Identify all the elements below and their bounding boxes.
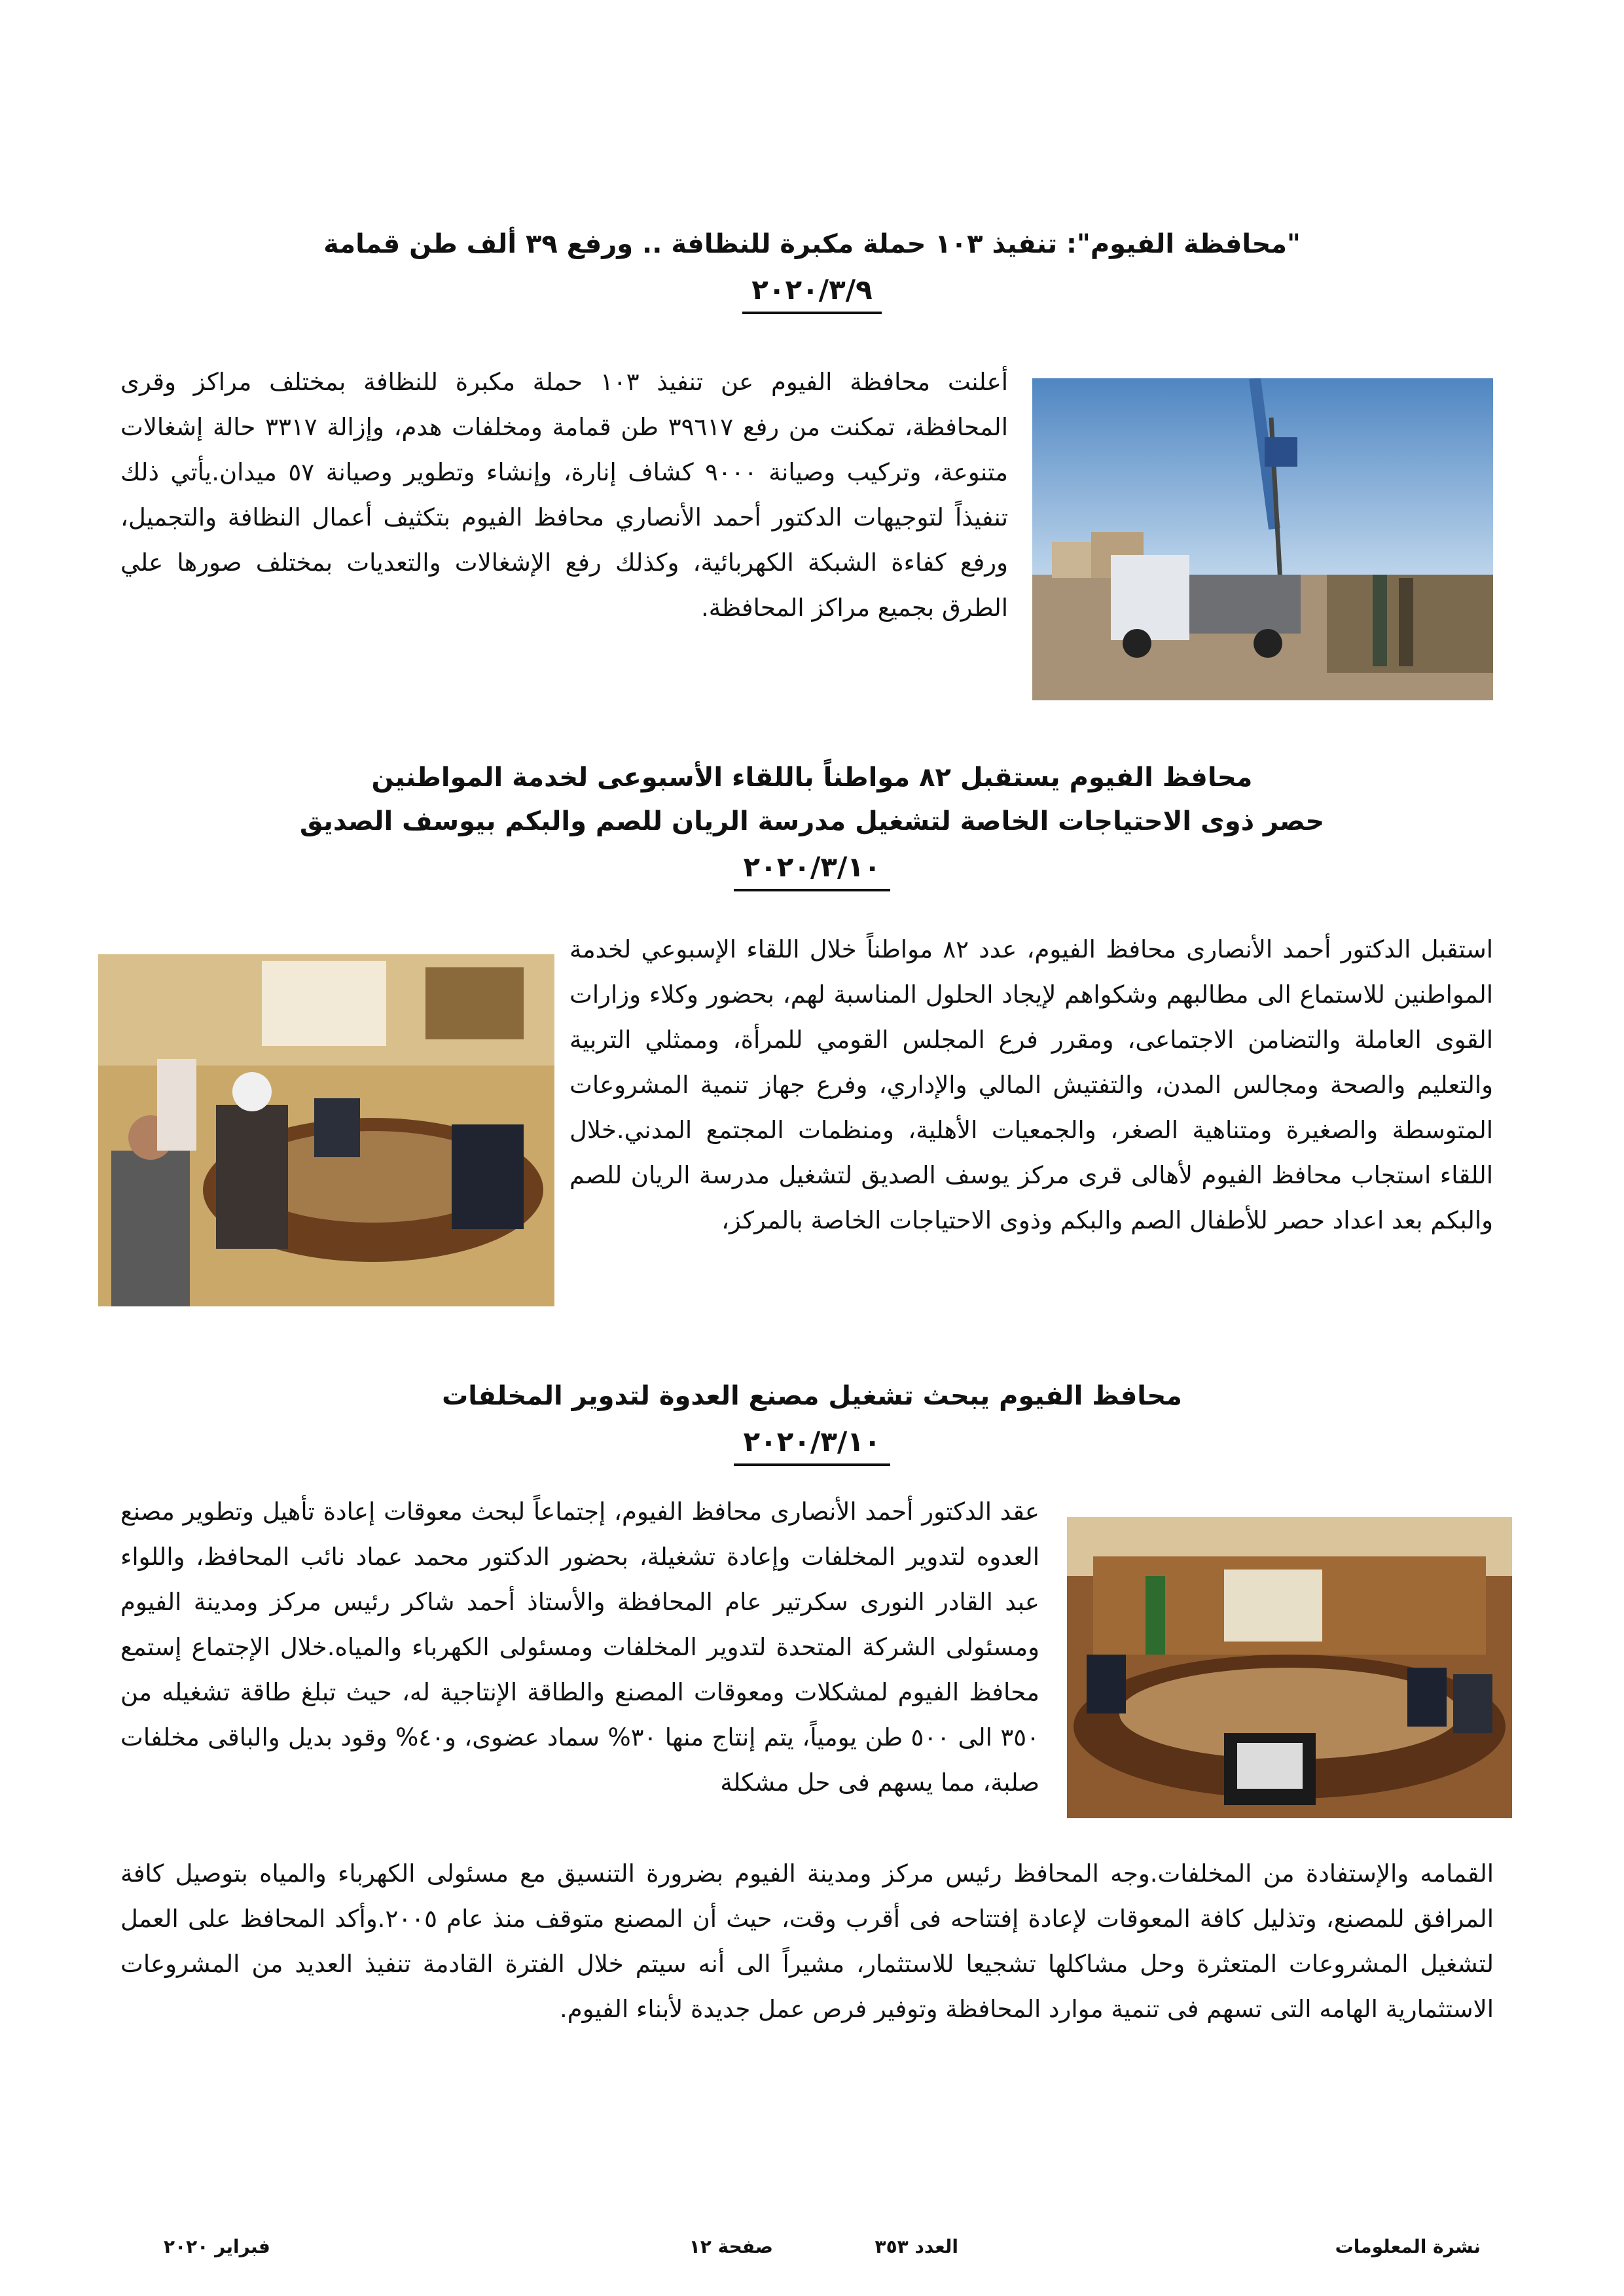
article-2-headline-line1: محافظ الفيوم يستقبل ٨٢ مواطناً باللقاء الأسبوعى لخدمة المواطنين (371, 762, 1253, 793)
article-3-date: ٢٠٢٠/٣/١٠ (131, 1420, 1493, 1466)
article-2-body: استقبل الدكتور أحمد الأنصارى محافظ الفيوم، عدد ٨٢ مواطناً خلال اللقاء الإسبوعي لخدمة المواطنين للاستماع الى مطالبهم وشكواهم لإيجاد الحلول المناسبة لهم، بحضور وكلاء وزارات القوى العاملة والتضامن الاجتماعى، ومقرر فرع المجلس القومي للمرأة، وممثلي التربية والتعليم والصحة ومجالس المدن، والتفتيش المالي والإداري، وفرع جهاز تنمية المشروعات المتوسطة والصغيرة ومتناهية الصغر، والجمعيات الأهلية، ومنظمات المجتمع المدني.خلال اللقاء استجاب محافظ الفيوم لأهالى قرى مركز يوسف الصديق لتشغيل مدرسة الريان للصم والبكم بعد اعداد حصر للأطفال الصم والبكم وذوى الاحتياجات الخاصة بالمركز، (569, 935, 1493, 1234)
article-2-photo-citizens-meeting (98, 954, 554, 1306)
article-3-body-full: القمامه والإستفادة من المخلفات.وجه المحافظ رئيس مركز ومدينة الفيوم بضرورة التنسيق مع مسئولى الكهرباء والمياه بتوصيل كافة المرافق للمصنع، وتذليل كافة المعوقات لإعادة إفتتاحه فى أقرب وقت، حيث أن المصنع متوقف منذ عام ٢٠٠٥.وأكد المحافظ على العمل لتشغيل المشروعات المتعثرة وحل مشاكلها تشجيعا للاستثمار، مشيراً الى أنه سيتم خلال الفترة القادمة تنفيذ العديد من المشروعات الاستثمارية الهامه التى تسهم فى تنمية موارد المحافظة وتوفير فرص عمل جديدة لأبناء الفيوم. (120, 1859, 1494, 2023)
article-2-headline-line2: حصر ذوى الاحتياجات الخاصة لتشغيل مدرسة الريان للصم والبكم بيوسف الصديق (299, 806, 1325, 836)
footer-bulletin-name: نشرة المعلومات (1335, 2236, 1481, 2257)
article-3-headline: محافظ الفيوم يبحث تشغيل مصنع العدوة لتدوير المخلفات (442, 1381, 1182, 1411)
article-1-headline: "محافظة الفيوم": تنفيذ ١٠٣ حملة مكبرة للنظافة .. ورفع ٣٩ ألف طن قمامة (323, 229, 1301, 259)
article-3-photo-factory-meeting (1067, 1517, 1512, 1818)
article-3-body-wrapped: عقد الدكتور أحمد الأنصارى محافظ الفيوم، إجتماعاً لبحث معوقات إعادة تأهيل وتطوير مصنع العدوه لتدوير المخلفات وإعادة تشغيلة، بحضور الدكتور محمد عماد نائب المحافظ، واللواء عبد القادر النورى سكرتير عام المحافظة والأستاذ أحمد شاكر رئيس مركز ومدينة الفيوم ومسئولى الشركة المتحدة لتدوير المخلفات ومسئولى الكهرباء والمياه.خلال الإجتماع إستمع محافظ الفيوم لمشكلات ومعوقات المصنع والطاقة الإنتاجية له، حيث تبلغ طاقة تشغيله من ٣٥٠ الى ٥٠٠ طن يومياً، يتم إنتاج منها ٣٠% سماد عضوى، و٤٠% وقود بديل والباقى مخلفات صلبة، مما يسهم فى حل مشكلة (120, 1498, 1040, 1797)
article-2-date: ٢٠٢٠/٣/١٠ (131, 846, 1493, 891)
article-1-photo-cleanup-truck (1032, 378, 1493, 700)
article-1-date: ٢٠٢٠/٣/٩ (131, 268, 1493, 314)
article-1-body: أعلنت محافظة الفيوم عن تنفيذ ١٠٣ حملة مكبرة للنظافة بمختلف مراكز وقرى المحافظة، تمكنت من رفع ٣٩٦١٧ طن قمامة ومخلفات هدم، وإزالة ٣٣١٧ حالة إشغالات متنوعة، وتركيب وصيانة ٩٠٠٠ كشاف إنارة، وإنشاء وتطوير وصيانة ٥٧ ميدان.يأتي ذلك تنفيذاً لتوجيهات الدكتور أحمد الأنصاري محافظ الفيوم بتكثيف أعمال النظافة والتجميل، ورفع كفاءة الشبكة الكهربائية، وكذلك رفع الإشغالات والتعديات بمختلف صورها علي الطرق بجميع مراكز المحافظة. (120, 368, 1008, 622)
footer-date: فبراير ٢٠٢٠ (164, 2236, 270, 2257)
footer-page-number: صفحة ١٢ (689, 2236, 773, 2257)
footer-issue-number: العدد ٣٥٣ (875, 2236, 958, 2257)
